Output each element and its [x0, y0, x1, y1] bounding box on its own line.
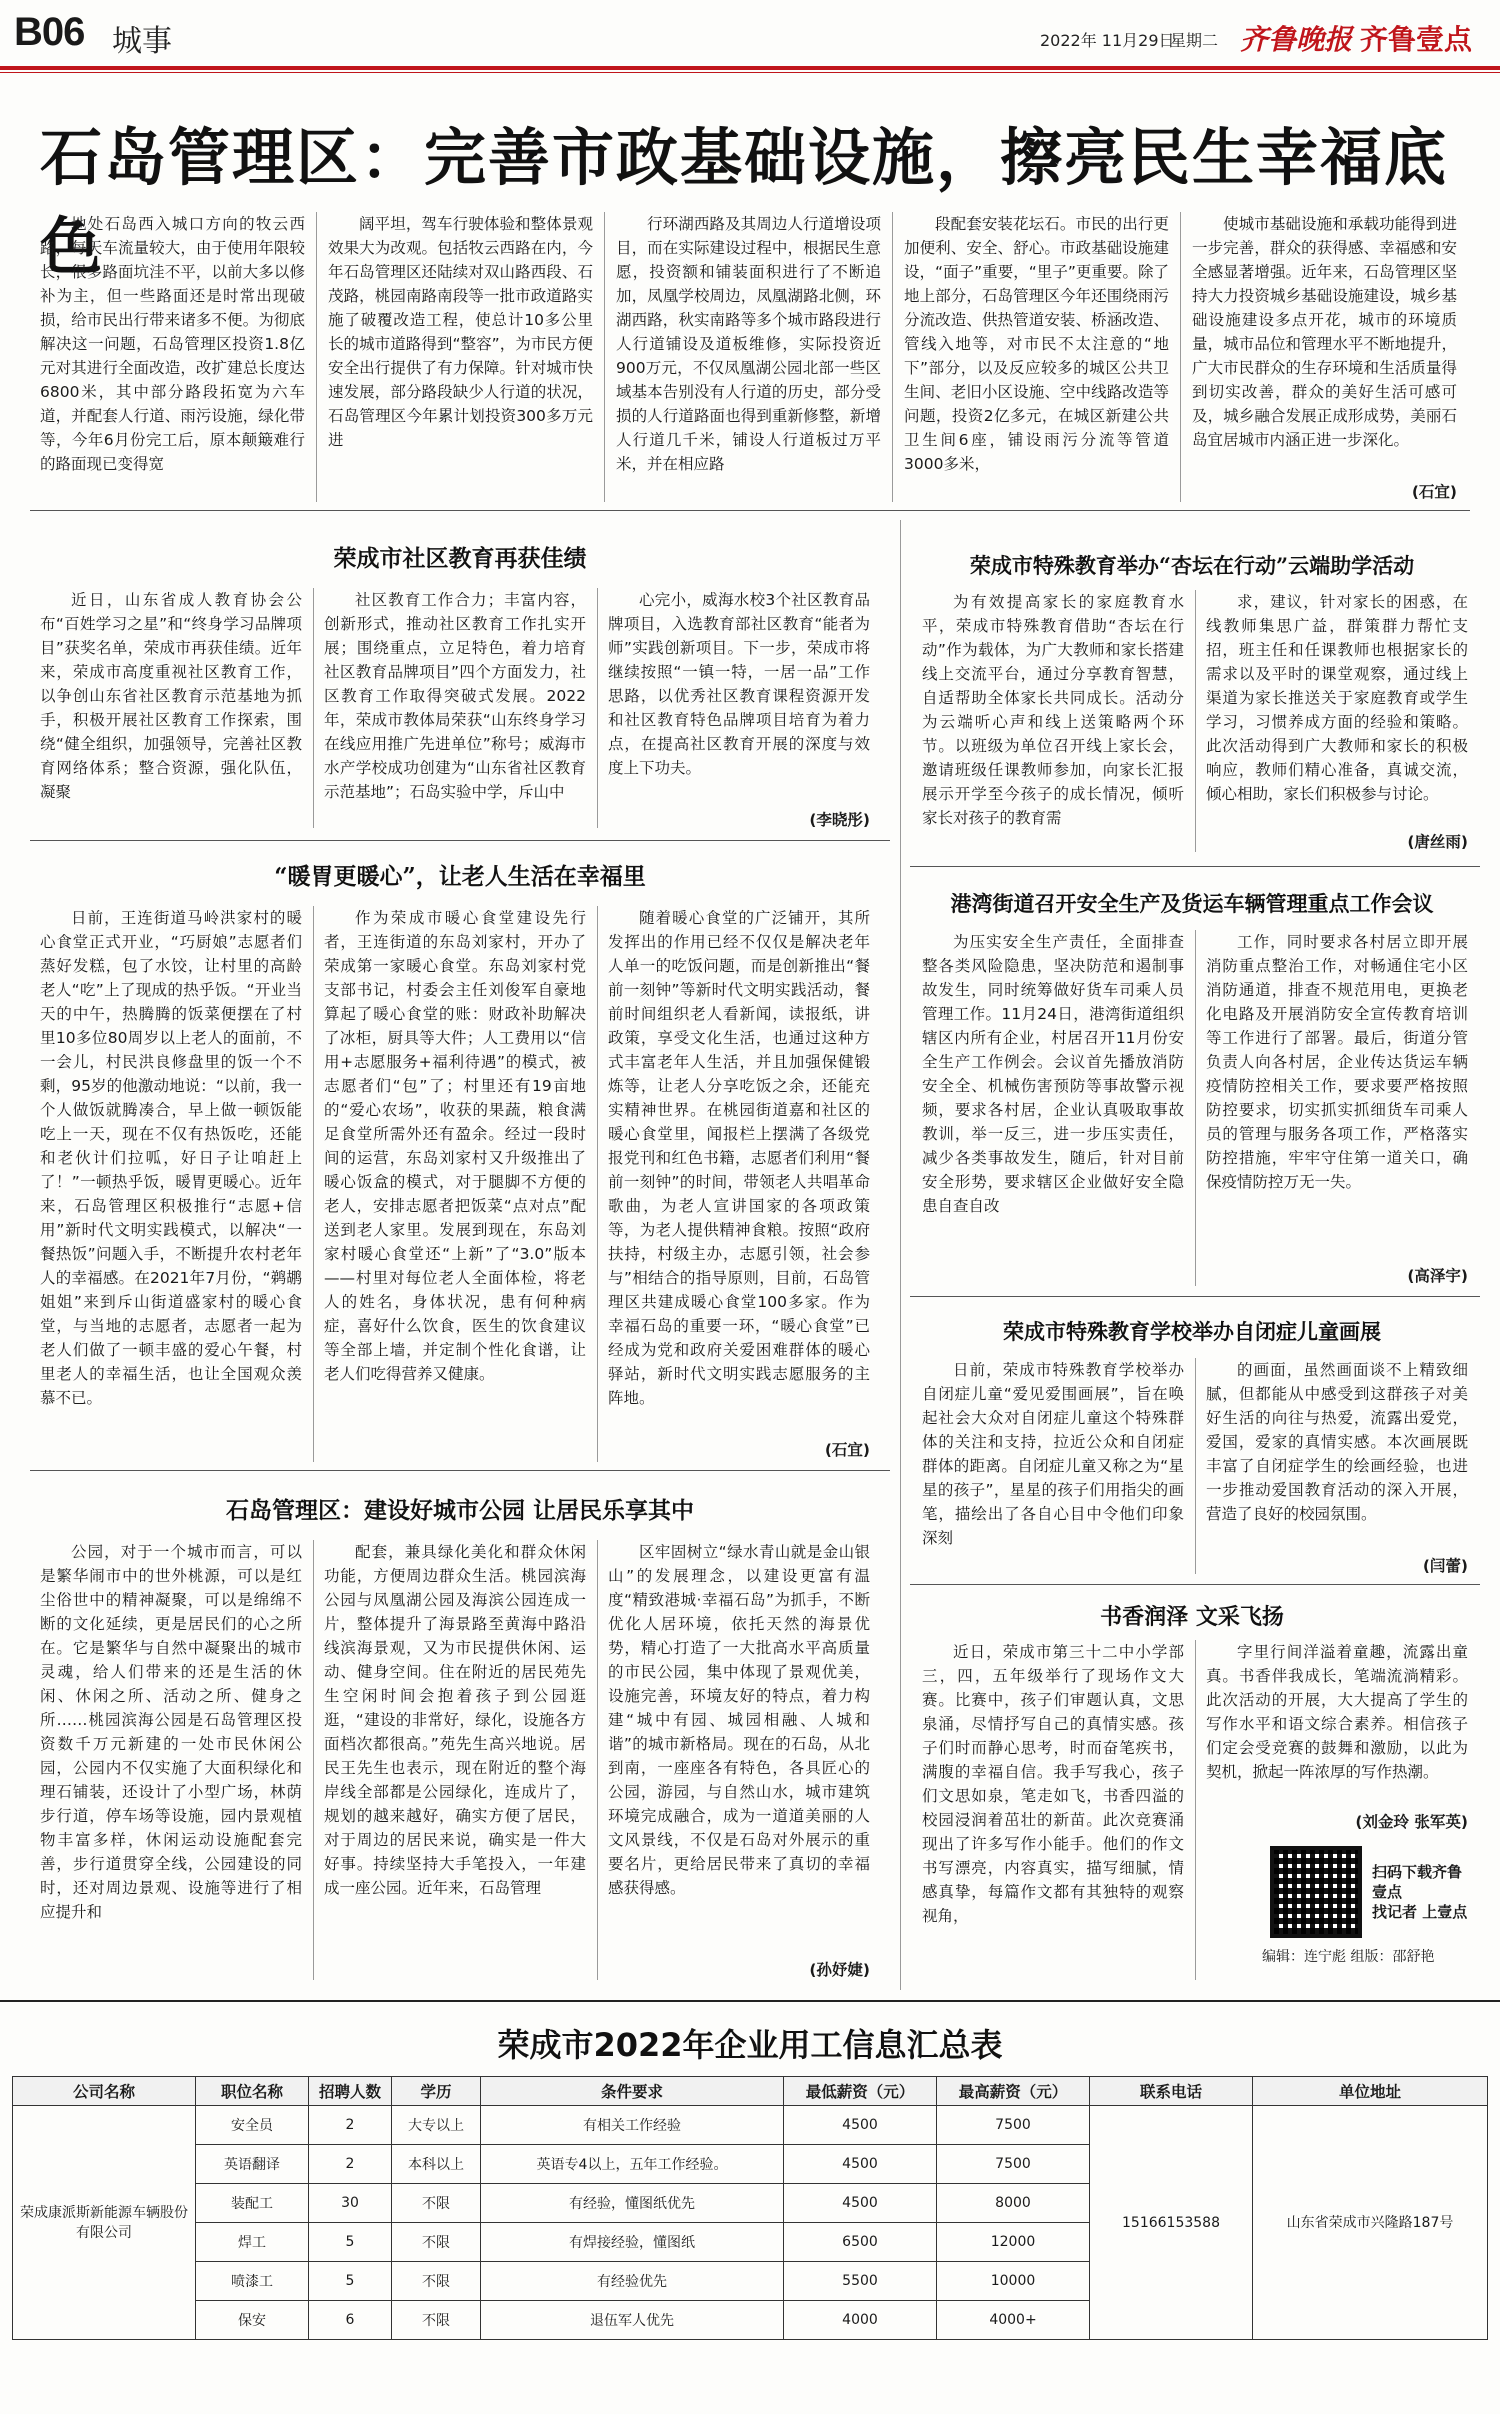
- column-divider: [313, 588, 314, 828]
- table-row: [13, 2106, 1488, 2145]
- column-divider: [892, 212, 893, 502]
- article-paragraph: 作为荣成市暖心食堂建设先行者，王连街道的东岛刘家村，开办了荣成第一家暖心食堂。东岛刘家村党支部书记，村委会主任刘俊军自豪地算起了暖心食堂的账：财政补助解决了冰柜，厨具等大件；人工费用以“信用+志愿服务+福利待遇”的模式，被志愿者们“包”了；村里还有19亩地的“爱心农场”，收获的果蔬，粮食满足食堂所需外还有盈余。经过一段时间的运营，东岛刘家村又升级推出了暖心饭盒的模式，对于腿脚不方便的老人，安排志愿者把饭菜“点对点”配送到老人家里。发展到现在，东岛刘家村暖心食堂还“上新”了“3.0”版本——村里对每位老人全面体检，将老人的姓名，身体状况，患有何种病症，喜好什么饮食，医生的饮食建议等全部上墙，并定制个性化食谱，让老人们吃得营养又健康。: [324, 909, 586, 1383]
- lead-paragraph: 阔平坦，驾车行驶体验和整体景观效果大为改观。包括牧云西路在内，今年石岛管理区还陆续对双山路西段、石茂路，桃园南路南段等一批市政道路实施了破覆改造工程，使总计10多公里长的城市道路得到“整容”，为市民方便安全出行提供了有力保障。针对城市快速发展，部分路段缺少人行道的状况，石岛管理区今年累计划投资300多万元进: [328, 215, 593, 449]
- article-paragraph: 随着暖心食堂的广泛铺开，其所发挥出的作用已经不仅仅是解决老年人单一的吃饭问题，而是创新推出“餐前一刻钟”等新时代文明实践活动，餐前时间组织老人看新闻，读报纸，讲政策，享受文化生活，也通过这种方式丰富老年人生活，并且加强保健锻炼等，让老人分享吃饭之余，还能充实精神世界。在桃园街道嘉和社区的暖心食堂里，闻报栏上摆满了各级党报党刊和红色书籍，志愿者们利用“餐前一刻钟”的时间，带领老人共唱革命歌曲，为老人宣讲国家的各项政策等，为老人提供精神食粮。按照“政府扶持，村级主办，志愿引领，社会参与”相结合的指导原则，目前，石岛管理区共建成暖心食堂100多家。作为幸福石岛的重要一环，“暖心食堂”已经成为党和政府关爱困难群体的暖心驿站，新时代文明实践志愿服务的主阵地。: [608, 909, 870, 1407]
- min-salary-cell: 6500: [784, 2223, 937, 2262]
- section-name: 城事: [112, 24, 172, 59]
- min-salary-cell: 4500: [784, 2184, 937, 2223]
- max-salary-cell: 7500: [937, 2106, 1090, 2145]
- column-divider: [316, 212, 317, 502]
- column-divider: [313, 1540, 314, 1980]
- article-paragraph: 字里行间洋溢着童趣，流露出童真。书香伴我成长，笔端流淌精彩。此次活动的开展，大大提高了学生的写作水平和语文综合素养。相信孩子们定会受竞赛的鼓舞和激励，以此为契机，掀起一阵浓厚的写作热潮。: [1206, 1643, 1468, 1781]
- education-cell: 大专以上: [392, 2106, 481, 2145]
- community-edu-column-2: [324, 588, 586, 828]
- column-divider: [1195, 590, 1196, 852]
- max-salary-cell: 12000: [937, 2223, 1090, 2262]
- community-edu-column-3: [608, 588, 870, 806]
- article-paragraph: 区牢固树立“绿水青山就是金山银山”的发展理念，以建设更富有温度“精致港城·幸福石岛”为抓手，不断优化人居环境，依托天然的海景优势，精心打造了一大批高水平高质量的市民公园，集中体现了景观优美，设施完善，环境友好的特点，着力构建“城中有园、城园相融、人城和谐”的城市新格局。现在的石岛，从北到南，一座座各有特色，各具匠心的公园，游园，与自然山水，城市建筑环境完成融合，成为一道道美丽的人文风景线，不仅是石岛对外展示的重要名片，更给居民带来了真切的幸福感获得感。: [608, 1543, 870, 1897]
- job-table-title: 荣成市2022年企业用工信息汇总表: [497, 2026, 1003, 2064]
- article-paragraph: 社区教育工作合力；丰富内容，创新形式，推动社区教育工作扎实开展；围绕重点，立足特色，着力培育社区教育品牌项目”四个方面发力，社区教育工作取得突破式发展。2022年，荣成市教体局荣获“山东终身学习在线应用推广先进单位”称号；威海市水产学校成功创建为“山东省社区教育示范基地”；石岛实验中学，斥山中: [324, 591, 586, 801]
- min-salary-cell: 4500: [784, 2145, 937, 2184]
- warm-stomach-column-3: [608, 906, 870, 1436]
- editor-credit: 编辑：连宁彪 组版：邵舒艳: [1262, 1949, 1435, 1965]
- lead-column-4: [904, 212, 1169, 502]
- max-salary-cell: 10000: [937, 2262, 1090, 2301]
- position-cell: 英语翻译: [196, 2145, 309, 2184]
- lead-paragraph: 使城市基础设施和承载功能得到进一步完善，群众的获得感、幸福感和安全感显著增强。近年来，石岛管理区坚持大力投资城乡基础设施建设，城乡基础设施建设多点开花，城市的环境质量，城市品位和管理水平不断地提升，广大市民群众的生存环境和生活质量得到切实改善，群众的美好生活可感可及，城乡融合发展正成形成势，美丽石岛宜居城市内涵正进一步深化。: [1192, 215, 1457, 449]
- issue-date: 2022年 11月29日: [1040, 31, 1175, 50]
- header-address: 单位地址: [1253, 2077, 1488, 2106]
- article-paragraph: 日前，王连街道马岭洪家村的暖心食堂正式开业，“巧厨娘”志愿者们蒸好发糕，包了水饺，让村里的高龄老人“吃”上了现成的热乎饭。“开业当天的中午，热腾腾的饭菜便摆在了村里10多位80周岁以上老人的面前，不一会儿，村民洪良修盘里的饭一个不剩，95岁的他激动地说：“以前，我一个人做饭就腾凑合，早上做一顿饭能吃上一天，现在不仅有热饭吃，还能和老伙计们拉呱，好日子让咱赶上了！”一顿热乎饭，暖胃更暖心。近年来，石岛管理区积极推行“志愿+信用”新时代文明实践模式，以解决“一餐热饭”问题入手，不断提升农村老年人的幸福感。在2021年7月份，“鹈鹕姐姐”来到斥山街道盛家村的暖心食堂，与当地的志愿者，志愿者一起为老人们做了一顿丰盛的爱心午餐，村里老人的幸福生活，也让全国观众羡慕不已。: [40, 909, 302, 1407]
- article-paragraph: 配套，兼具绿化美化和群众休闲功能，方便周边群众生活。桃园滨海公园与凤凰湖公园及海滨公园连成一片，整体提升了海景路至黄海中路沿线滨海景观，又为市民提供休闲、运动、健身空间。住在附近的居民苑先生空闲时间会抱着孩子到公园逛逛，“建设的非常好，绿化，设施各方面档次都很高。”苑先生高兴地说。居民王先生也表示，现在附近的整个海岸线全部都是公园绿化，连成片了，规划的越来越好，确实方便了居民，对于周边的居民来说，确实是一件大好事。持续坚持大手笔投入，一年建成一座公园。近年来，石岛管理: [324, 1543, 586, 1897]
- lead-column-1: [40, 212, 305, 502]
- header-max-salary: 最高薪资（元）: [937, 2077, 1090, 2106]
- column-divider: [1195, 1358, 1196, 1574]
- article-paragraph: 日前，荣成市特殊教育学校举办自闭症儿童“爱见爱围画展”，旨在唤起社会大众对自闭症儿童这个特殊群体的关注和支持，拉近公众和自闭症群体的距离。自闭症儿童又称之为“星星的孩子”，星星的孩子们用指尖的画笔，描绘出了各自心目中令他们印象深刻: [922, 1361, 1184, 1547]
- header-phone: 联系电话: [1090, 2077, 1253, 2106]
- count-cell: 2: [309, 2106, 392, 2145]
- job-table: [12, 2076, 1488, 2340]
- section-divider: [910, 1584, 1480, 1585]
- article-paragraph: 的画面，虽然画面谈不上精致细腻，但都能从中感受到这群孩子对美好生活的向往与热爱，流露出爱党，爱国，爱家的真情实感。本次画展既丰富了自闭症学生的绘画经验，也进一步推动爱国教育活动的深入开展，营造了良好的校园氛围。: [1206, 1361, 1468, 1523]
- issue-weekday: 星期二: [1170, 31, 1219, 50]
- education-cell: 本科以上: [392, 2145, 481, 2184]
- column-divider: [597, 906, 598, 1462]
- requirement-cell: 有相关工作经验: [481, 2106, 784, 2145]
- qr-caption: [1372, 1862, 1472, 1922]
- count-cell: 6: [309, 2301, 392, 2340]
- autism-painting-column-1: [922, 1358, 1184, 1574]
- article-paragraph: 公园，对于一个城市而言，可以是繁华闹市中的世外桃源，可以是红尘俗世中的精神凝聚，可以是绵绵不断的文化延续，更是居民们的心之所在。它是繁华与自然中凝聚出的城市灵魂，给人们带来的还是生活的休闲、休闲之所、活动之所、健身之所……桃园滨海公园是石岛管理区投资数千万元新建的一处市民休闲公园，公园内不仅实施了大面积绿化和理石铺装，还设计了小型广场，林荫步行道，停车场等设施，园内景观植物丰富多样，休闲运动设施配套完善，步行道贯穿全线，公园建设的同时，还对周边景观、设施等进行了相应提升和: [40, 1543, 302, 1921]
- section-divider: [30, 510, 1470, 511]
- section-divider: [910, 866, 1480, 867]
- article-title-autism-painting: 荣成市特殊教育学校举办自闭症儿童画展: [1003, 1319, 1381, 1344]
- education-cell: 不限: [392, 2262, 481, 2301]
- article-paragraph: 心完小，威海水校3个社区教育品牌项目，入选教育部社区教育“能者为师”实践创新项目。下一步，荣成市将继续按照“一镇一特，一居一品”工作思路，以优秀社区教育课程资源开发和社区教育特色品牌项目培育为着力点，在提高社区教育开展的深度与效度上下功夫。: [608, 591, 870, 777]
- article-title-port-safety: 港湾街道召开安全生产及货运车辆管理重点工作会议: [950, 891, 1434, 916]
- qr-code-icon: [1270, 1846, 1362, 1938]
- header-requirement: 条件要求: [481, 2077, 784, 2106]
- requirement-cell: 有经验，懂图纸优先: [481, 2184, 784, 2223]
- position-cell: 装配工: [196, 2184, 309, 2223]
- park-city-column-1: [40, 1540, 302, 1980]
- masthead-rule: [0, 66, 1500, 70]
- page-column-divider: [900, 520, 901, 1990]
- section-divider: [30, 840, 890, 841]
- column-divider: [1180, 212, 1181, 502]
- newspaper-logo: 齐鲁晚报: [1240, 23, 1353, 56]
- autism-painting-column-2: [1206, 1358, 1468, 1550]
- max-salary-cell: 8000: [937, 2184, 1090, 2223]
- position-cell: 喷漆工: [196, 2262, 309, 2301]
- page-number: B06: [14, 10, 85, 54]
- header-position: 职位名称: [196, 2077, 309, 2106]
- warm-stomach-column-1: [40, 906, 302, 1462]
- article-paragraph: 为压实安全生产责任，全面排查整各类风险隐患，坚决防范和遏制事故发生，同时统筹做好货车司乘人员管理工作。11月24日，港湾街道组织辖区内所有企业，村居召开11月份安全生产工作例会。会议首先播放消防安全全、机械伤害预防等事故警示视频，要求各村居，企业认真吸取事故教训，举一反三，进一步压实责任，减少各类事故发生，随后，针对目前安全形势，要求辖区企业做好安全隐患自查自改: [922, 933, 1184, 1215]
- calligraphy-column-2: [1206, 1640, 1468, 1808]
- article-paragraph: 近日，山东省成人教育协会公布“百姓学习之星”和“终身学习品牌项目”获奖名单，荣成市再获佳绩。近年来，荣成市高度重视社区教育工作，以争创山东省社区教育示范基地为抓手，积极开展社区教育工作探索，围绕“健全组织，加强领导，完善社区教育网络体系；整合资源，强化队伍，凝聚: [40, 591, 302, 801]
- lead-column-3: [616, 212, 881, 502]
- calligraphy-byline: (刘金玲 张军英): [1355, 1813, 1468, 1831]
- community-edu-column-1: [40, 588, 302, 828]
- section-divider: [30, 1470, 890, 1471]
- app-logo: 齐鲁壹点: [1360, 23, 1473, 56]
- column-divider: [597, 588, 598, 828]
- count-cell: 5: [309, 2223, 392, 2262]
- count-cell: 30: [309, 2184, 392, 2223]
- column-divider: [313, 906, 314, 1462]
- article-title-community-edu: 荣成市社区教育再获佳绩: [333, 545, 587, 572]
- max-salary-cell: 4000+: [937, 2301, 1090, 2340]
- requirement-cell: 有焊接经验，懂图纸: [481, 2223, 784, 2262]
- company-cell: 荣成康派斯新能源车辆股份有限公司: [13, 2106, 196, 2340]
- requirement-cell: 英语专4以上，五年工作经验。: [481, 2145, 784, 2184]
- calligraphy-column-1: [922, 1640, 1184, 1980]
- position-cell: 焊工: [196, 2223, 309, 2262]
- article-title-warm-stomach: “暖胃更暖心”，让老人生活在幸福里: [274, 863, 646, 890]
- education-cell: 不限: [392, 2223, 481, 2262]
- lead-headline: 石岛管理区：完善市政基础设施，擦亮民生幸福底色: [40, 121, 1449, 283]
- min-salary-cell: 4500: [784, 2106, 937, 2145]
- special-edu-cloud-column-2: [1206, 590, 1468, 830]
- job-table-header-row: [13, 2077, 1488, 2106]
- address-cell: 山东省荣成市兴隆路187号: [1253, 2106, 1488, 2340]
- column-divider: [597, 1540, 598, 1980]
- table-top-rule: [0, 2000, 1500, 2002]
- education-cell: 不限: [392, 2184, 481, 2223]
- masthead-rule-thin: [0, 72, 1500, 73]
- lead-byline: (石宜): [1411, 483, 1457, 501]
- column-divider: [604, 212, 605, 502]
- phone-cell: 15166153588: [1090, 2106, 1253, 2340]
- requirement-cell: 有经验优先: [481, 2262, 784, 2301]
- header-company: 公司名称: [13, 2077, 196, 2106]
- article-title-special-edu-cloud: 荣成市特殊教育举办“杏坛在行动”云端助学活动: [969, 553, 1415, 578]
- position-cell: 安全员: [196, 2106, 309, 2145]
- port-safety-byline: (高泽宇): [1407, 1267, 1468, 1285]
- position-cell: 保安: [196, 2301, 309, 2340]
- count-cell: 5: [309, 2262, 392, 2301]
- special-edu-cloud-column-1: [922, 590, 1184, 852]
- header-min-salary: 最低薪资（元）: [784, 2077, 937, 2106]
- min-salary-cell: 5500: [784, 2262, 937, 2301]
- article-title-calligraphy: 书香润泽 文采飞扬: [1100, 1604, 1284, 1630]
- park-city-byline: (孙妤婕): [809, 1961, 870, 1979]
- article-paragraph: 求，建议，针对家长的困惑，在线教师集思广益，群策群力帮忙支招，班主任和任课教师也根据家长的需求以及平时的课堂观察，通过线上渠道为家长推送关于家庭教育或学生学习，习惯养成方面的经验和策略。此次活动得到广大教师和家长的积极响应，教师们精心准备，真诚交流，倾心相助，家长们积极参与讨论。: [1206, 593, 1468, 803]
- requirement-cell: 退伍军人优先: [481, 2301, 784, 2340]
- header-count: 招聘人数: [309, 2077, 392, 2106]
- warm-stomach-byline: (石宜): [824, 1441, 870, 1459]
- lead-paragraph: 段配套安装花坛石。市民的出行更加便利、安全、舒心。市政基础设施建设，“面子”重要，“里子”更重要。除了地上部分，石岛管理区今年还围绕雨污分流改造、供热管道安装、桥涵改造、管线入地等，对市民不太注意的“地下”部分，以及反应较多的城区公共卫生间、老旧小区设施、空中线路改造等问题，投资2亿多元，在城区新建公共卫生间6座，铺设雨污分流等管道3000多米，: [904, 215, 1169, 473]
- lead-column-2: [328, 212, 593, 502]
- community-edu-byline: (李晓彤): [809, 811, 870, 829]
- article-paragraph: 为有效提高家长的家庭教育水平，荣成市特殊教育借助“杏坛在行动”作为载体，为广大教师和家长搭建线上交流平台，通过分享教育智慧，自适帮助全体家长共同成长。活动分为云端听心声和线上送策略两个环节。以班级为单位召开线上家长会，邀请班级任课教师参加，向家长汇报展示开学至今孩子的成长情况，倾听家长对孩子的教育需: [922, 593, 1184, 827]
- article-paragraph: 近日，荣成市第三十二中小学部三，四，五年级举行了现场作文大赛。比赛中，孩子们审题认真，文思泉涌，尽情抒写自己的真情实感。孩子们时而静心思考，时而奋笔疾书，满腹的幸福自信。我手写我心，孩子们文思如泉，笔走如飞，书香四溢的校园浸润着茁壮的新苗。此次竞赛涌现出了许多写作小能手。他们的作文书写漂亮，内容真实，描写细腻，情感真挚，每篇作文都有其独特的观察视角，: [922, 1643, 1184, 1925]
- section-divider: [910, 1296, 1480, 1297]
- column-divider: [1195, 1640, 1196, 1980]
- warm-stomach-column-2: [324, 906, 586, 1462]
- education-cell: 不限: [392, 2301, 481, 2340]
- park-city-column-3: [608, 1540, 870, 1954]
- qr-caption-line1: 扫码下载齐鲁壹点: [1372, 1863, 1463, 1901]
- qr-caption-line2: 找记者 上壹点: [1372, 1903, 1468, 1921]
- lead-column-5: [1192, 212, 1457, 480]
- special-edu-cloud-byline: (唐丝雨): [1407, 833, 1468, 851]
- port-safety-column-1: [922, 930, 1184, 1286]
- lead-paragraph: 行环湖西路及其周边人行道增设项目，而在实际建设过程中，根据民生意愿，投资额和铺装面积进行了不断追加，凤凰学校周边，凤凰湖路北侧，环湖西路，秋实南路等多个城市路段进行人行道铺设及道板维修，实际投资近900万元，不仅凤凰湖公园北部一些区域基本告别没有人行道的历史，部分受损的人行道路面也得到重新修整，新增人行道几千米，铺设人行道板过万平米，并在相应路: [616, 215, 881, 473]
- article-title-park-city: 石岛管理区：建设好城市公园 让居民乐享其中: [225, 1497, 694, 1524]
- column-divider: [1195, 930, 1196, 1286]
- lead-paragraph: 地处石岛西入城口方向的牧云西路，每天车流量较大，由于使用年限较长，很多路面坑洼不平，以前大多以修补为主，但一些路面还是时常出现破损，给市民出行带来诸多不便。为彻底解决这一问题，石岛管理区投资1.8亿元对其进行全面改造，改扩建总长度达6800米，其中部分路段拓宽为六车道，并配套人行道、雨污设施，绿化带等，今年6月份完工后，原本颠簸难行的路面现已变得宽: [40, 215, 305, 473]
- article-paragraph: 工作，同时要求各村居立即开展消防重点整治工作，对畅通住宅小区消防通道，排查不规范用电，更换老化电路及开展消防安全宣传教育培训等工作进行了部署。最后，街道分管负责人向各村居，企业传达货运车辆疫情防控相关工作，要求要严格按照防控要求，切实抓实抓细货车司乘人员的管理与服务各项工作，严格落实防控措施，牢牢守住第一道关口，确保疫情防控万无一失。: [1206, 933, 1468, 1191]
- max-salary-cell: 7500: [937, 2145, 1090, 2184]
- port-safety-column-2: [1206, 930, 1468, 1264]
- count-cell: 2: [309, 2145, 392, 2184]
- autism-painting-byline: (闫蕾): [1422, 1557, 1468, 1575]
- header-education: 学历: [392, 2077, 481, 2106]
- park-city-column-2: [324, 1540, 586, 1980]
- min-salary-cell: 4000: [784, 2301, 937, 2340]
